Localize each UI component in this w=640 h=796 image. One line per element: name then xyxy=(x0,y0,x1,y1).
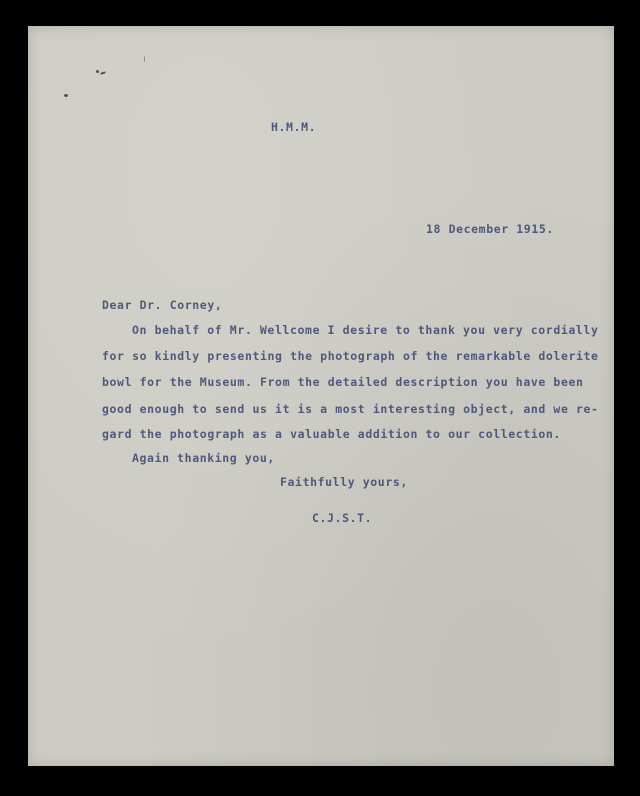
letter-date: 18 December 1915. xyxy=(426,222,554,236)
body-line: On behalf of Mr. Wellcome I desire to thank you very cordially xyxy=(132,323,599,337)
ink-stain xyxy=(64,94,68,97)
valediction: Faithfully yours, xyxy=(280,475,408,489)
header-initials: H.M.M. xyxy=(271,120,317,134)
ink-stain xyxy=(100,71,106,75)
signature-initials: C.J.S.T. xyxy=(312,511,373,525)
closing-thanks: Again thanking you, xyxy=(132,451,275,465)
body-line: gard the photograph as a valuable addition to our collection. xyxy=(102,427,561,441)
salutation: Dear Dr. Corney, xyxy=(102,298,223,312)
body-line: good enough to send us it is a most interesting object, and we re- xyxy=(102,402,599,416)
body-line: bowl for the Museum. From the detailed description you have been xyxy=(102,375,584,389)
letter-page xyxy=(28,26,614,766)
paper-mark xyxy=(144,56,145,62)
body-line: for so kindly presenting the photograph of the remarkable dolerite xyxy=(102,349,599,363)
ink-stain xyxy=(96,70,99,73)
